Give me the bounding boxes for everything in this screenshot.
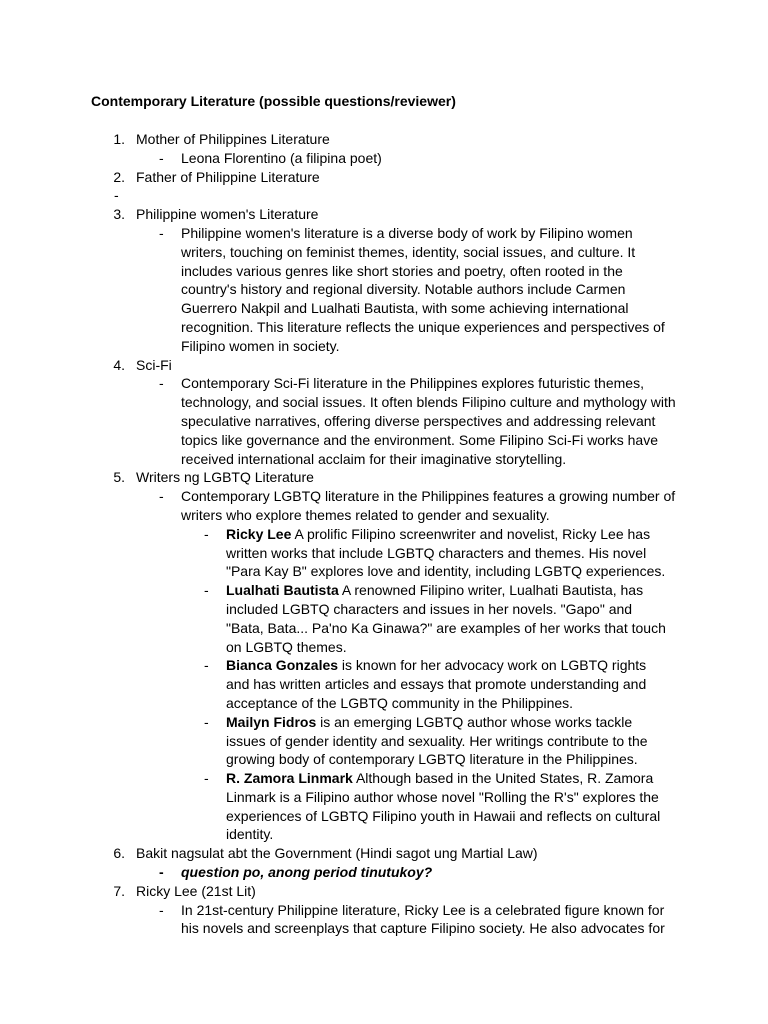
sub-bullet-text: Leona Florentino (a filipina poet) (181, 149, 382, 166)
dash-bullet: - (159, 224, 164, 241)
numbered-list (0, 130, 768, 938)
list-number: 3. (113, 206, 125, 223)
list-number: 4. (113, 356, 125, 373)
author-entry (0, 769, 768, 844)
empty-dash-line (0, 186, 768, 205)
sub-bullet-text: In 21st-century Philippine literature, Ricky Lee is a celebrated figure known for his novels and screenplays that capture Filipino society. He also advocates for (181, 901, 665, 937)
author-description: Although based in the United States, R. Zamora Linmark is a Filipino author whose novel "Rolling the R's" explores the experiences of LGBTQ Filipino youth in Hawaii and reflects on cultural identity. (226, 770, 661, 843)
author-description: A prolific Filipino screenwriter and novelist, Ricky Lee has written works that include LGBTQ characters and themes. His novel "Para Kay B" explores love and identity, including LGBTQ experiences. (226, 525, 666, 580)
list-item-3 (0, 205, 768, 224)
sub-bullet-text: Philippine women's literature is a diverse body of work by Filipino women writers, touching on feminist themes, identity, social issues, and culture. It includes various genres like short stories and poetry, often rooted in the country's history and regional diversity. Notable authors include Carmen Guerrero Nakpil and Lualhati Bautista, with some achieving international recognition. This literature reflects the unique experiences and perspectives of Filipino women in society. (181, 224, 665, 354)
sub-bullet (0, 149, 768, 168)
list-item-6 (0, 844, 768, 863)
list-item-label: Bakit nagsulat abt the Government (Hindi sagot ung Martial Law) (136, 845, 538, 862)
author-entry-text (226, 713, 671, 769)
list-number: 5. (113, 469, 125, 486)
list-item-label: Writers ng LGBTQ Literature (136, 469, 314, 486)
list-item-label: Mother of Philippines Literature (136, 131, 330, 147)
author-name: Mailyn Fidros (226, 713, 317, 730)
list-number: 6. (113, 845, 125, 862)
dash-bullet: - (159, 375, 164, 392)
dash-bullet: - (204, 770, 209, 787)
list-item-2 (0, 168, 768, 187)
list-number: 2. (113, 168, 125, 185)
dash-bullet: - (159, 149, 164, 166)
list-number: 1. (113, 131, 125, 147)
author-name: Ricky Lee (226, 525, 292, 542)
list-item-5 (0, 468, 768, 487)
dash-bullet: - (204, 713, 209, 730)
author-entry-text (226, 581, 671, 656)
author-entry (0, 525, 768, 581)
dash-bullet: - (114, 187, 119, 204)
sub-bullet (0, 863, 768, 882)
author-entry-text (226, 769, 671, 844)
list-item-7 (0, 882, 768, 901)
list-number: 7. (113, 882, 125, 899)
list-item-label: Father of Philippine Literature (136, 168, 320, 185)
author-entry (0, 581, 768, 656)
dash-bullet: - (204, 657, 209, 674)
sub-bullet-text: Contemporary Sci-Fi literature in the Philippines explores futuristic themes, technology, and social issues. It often blends Filipino culture and mythology with speculative narratives, offering diverse perspectives and addressing relevant topics like governance and the environment. Some Filipino Sci-Fi works have received international acclaim for their imaginative storytelling. (181, 375, 676, 467)
list-item-4 (0, 356, 768, 375)
dash-bullet: - (159, 864, 164, 881)
dash-bullet: - (159, 901, 164, 918)
author-description: is an emerging LGBTQ author whose works tackle issues of gender identity and sexuality. Her writings contribute to the growing body of contemporary LGBTQ literature in the Philippines. (226, 713, 648, 768)
sub-bullet (0, 374, 768, 468)
list-item-label: Sci-Fi (136, 356, 172, 373)
dash-bullet: - (204, 582, 209, 599)
question-note: question po, anong period tinutukoy? (181, 864, 433, 881)
dash-bullet: - (204, 525, 209, 542)
author-entry-text (226, 525, 671, 581)
author-description: A renowned Filipino writer, Lualhati Bautista, has included LGBTQ characters and issues in her novels. "Gapo" and "Bata, Bata... Pa'no Ka Ginawa?" are examples of her works that touch on LGBTQ themes. (226, 582, 666, 655)
author-name: Lualhati Bautista (226, 582, 339, 599)
list-item-label: Philippine women's Literature (136, 206, 319, 223)
sub-bullet (0, 901, 768, 939)
author-name: Bianca Gonzales (226, 657, 339, 674)
dash-bullet: - (159, 488, 164, 505)
author-description: is known for her advocacy work on LGBTQ rights and has written articles and essays that promote understanding and acceptance of the LGBTQ community in the Philippines. (226, 657, 647, 711)
sub-bullet (0, 487, 768, 525)
author-entry (0, 713, 768, 769)
author-entry (0, 656, 768, 712)
list-item-1 (0, 130, 768, 149)
author-entry-text (226, 656, 671, 712)
list-item-label: Ricky Lee (21st Lit) (136, 882, 256, 899)
document-title: Contemporary Literature (possible questions/reviewer) (91, 93, 456, 109)
sub-bullet (0, 224, 768, 356)
author-name: R. Zamora Linmark (226, 770, 353, 787)
sub-bullet-text: Contemporary LGBTQ literature in the Philippines features a growing number of writers who explore themes related to gender and sexuality. (181, 488, 676, 523)
